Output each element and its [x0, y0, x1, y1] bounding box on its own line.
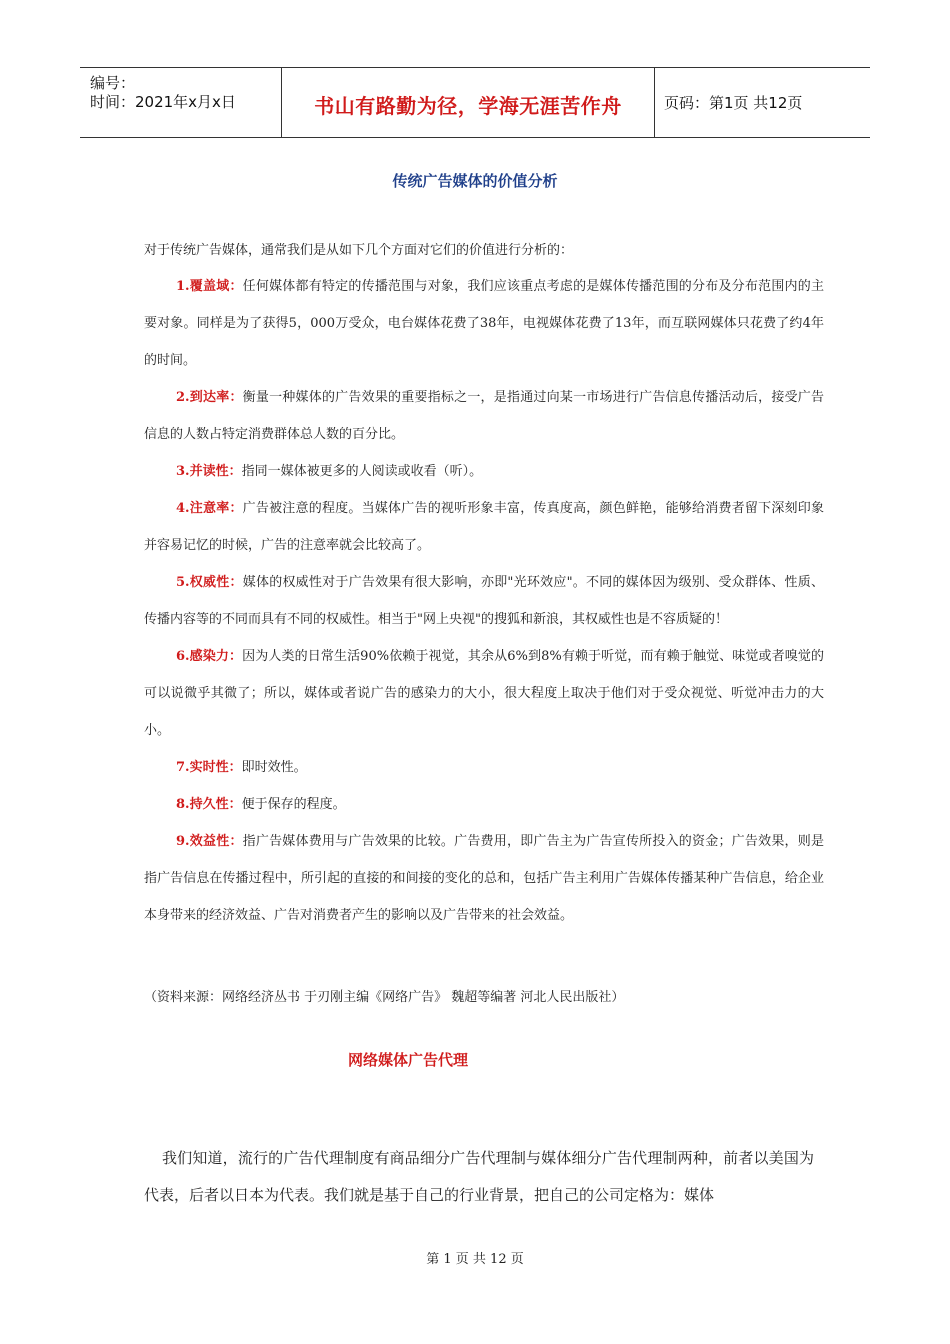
item-label: 3.并读性：	[176, 464, 242, 479]
item-label: 8.持久性：	[176, 797, 242, 812]
list-item	[144, 453, 824, 490]
list-item	[144, 268, 824, 379]
header-page-label: 页码：第1页 共12页	[664, 94, 803, 112]
document-header	[80, 67, 870, 138]
list-item	[144, 490, 824, 564]
document-time-label: 时间：2021年x月x日	[90, 93, 236, 111]
document-number-label: 编号：	[90, 74, 136, 92]
list-item	[144, 638, 824, 749]
section-title: 网络媒体广告代理	[348, 1051, 469, 1069]
item-text: 指广告媒体费用与广告效果的比较。广告费用，即广告主为广告宣传所投入的资金；广告效果，则是指广告信息在传播过程中，所引起的直接的和间接的变化的总和，包括广告主利用广告媒体传播某种广告信息，给企业本身带来的经济效益、广告对消费者产生的影响以及广告带来的社会效益。	[144, 834, 824, 923]
item-label: 1.覆盖域：	[176, 279, 243, 294]
list-item	[144, 379, 824, 453]
list-item	[144, 749, 824, 786]
item-label: 7.实时性：	[176, 760, 242, 775]
item-label: 6.感染力：	[176, 649, 243, 664]
source-citation: （资料来源：网络经济丛书 于刃刚主编《网络广告》 魏超等编著 河北人民出版社）	[144, 990, 625, 1005]
list-item	[144, 786, 824, 823]
list-item	[144, 823, 824, 934]
item-label: 9.效益性：	[176, 834, 243, 849]
intro-paragraph: 对于传统广告媒体，通常我们是从如下几个方面对它们的价值进行分析的：	[144, 243, 574, 258]
item-text: 衡量一种媒体的广告效果的重要指标之一，是指通过向某一市场进行广告信息传播活动后，接受广告信息的人数占特定消费群体总人数的百分比。	[144, 390, 824, 442]
item-label: 5.权威性：	[176, 575, 243, 590]
value-items-list	[144, 268, 824, 934]
section-body-paragraph: 我们知道，流行的广告代理制度有商品细分广告代理制与媒体细分广告代理制两种，前者以美国为代表，后者以日本为代表。我们就是基于自己的行业背景，把自己的公司定格为：媒体	[144, 1149, 814, 1204]
item-label: 2.到达率：	[176, 390, 243, 405]
item-text: 便于保存的程度。	[241, 797, 346, 812]
item-text: 媒体的权威性对于广告效果有很大影响，亦即"光环效应"。不同的媒体因为级别、受众群体、性质、传播内容等的不同而具有不同的权威性。相当于"网上央视"的搜狐和新浪，其权威性也是不容质疑的！	[144, 575, 824, 627]
page-title: 传统广告媒体的价值分析	[392, 172, 558, 190]
header-info-cell	[80, 68, 281, 137]
item-text: 任何媒体都有特定的传播范围与对象，我们应该重点考虑的是媒体传播范围的分布及分布范围内的主要对象。同样是为了获得5，000万受众，电台媒体花费了38年，电视媒体花费了13年，而互联网媒体只花费了约4年的时间。	[144, 279, 824, 368]
item-label: 4.注意率：	[176, 501, 243, 516]
header-motto: 书山有路勤为径，学海无涯苦作舟	[314, 94, 622, 118]
item-text: 即时效性。	[241, 760, 307, 775]
page-footer: 第 1 页 共 12 页	[426, 1252, 524, 1267]
item-text: 因为人类的日常生活90%依赖于视觉，其余从6%到8%有赖于听觉，而有赖于触觉、味觉或者嗅觉的可以说微乎其微了；所以，媒体或者说广告的感染力的大小，很大程度上取决于他们对于受众视觉、听觉冲击力的大小。	[144, 649, 824, 738]
header-page-cell	[654, 68, 870, 137]
header-motto-cell	[281, 68, 655, 137]
item-text: 广告被注意的程度。当媒体广告的视听形象丰富，传真度高，颜色鲜艳，能够给消费者留下深刻印象并容易记忆的时候，广告的注意率就会比较高了。	[144, 501, 824, 553]
item-text: 指同一媒体被更多的人阅读或收看（听）。	[241, 464, 483, 479]
list-item	[144, 564, 824, 638]
